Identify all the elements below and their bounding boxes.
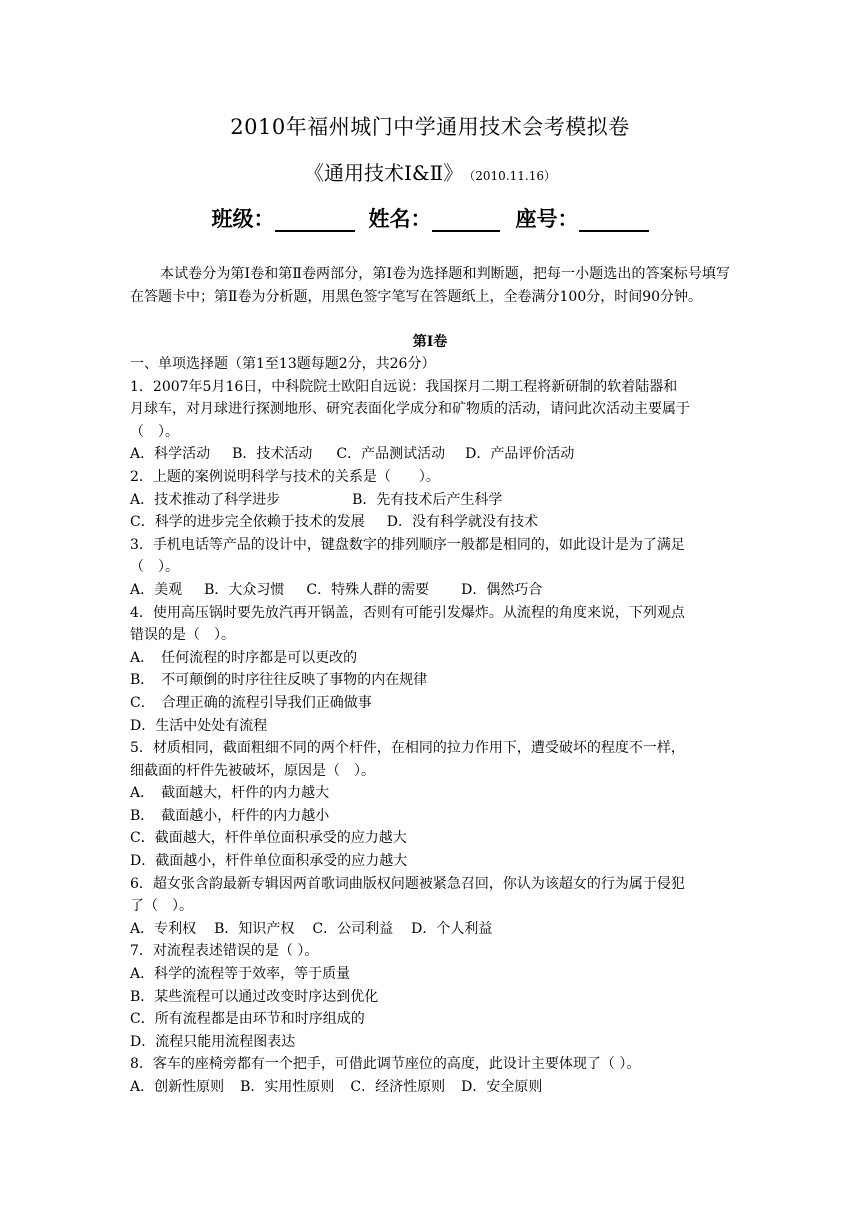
q2-option-c: C．科学的进步完全依赖于技术的发展 bbox=[130, 514, 365, 531]
q2-options-row2 bbox=[130, 511, 740, 534]
q3-option-b: B．大众习惯 bbox=[204, 581, 285, 598]
q3-option-d: D．偶然巧合 bbox=[461, 581, 543, 598]
questions-body bbox=[130, 353, 740, 1099]
q1-options bbox=[130, 443, 740, 466]
q7-option-d: D．流程只能用流程图表达 bbox=[130, 1033, 296, 1050]
section-title: 第Ⅰ卷 bbox=[412, 334, 448, 350]
student-info-row bbox=[0, 202, 860, 236]
q4-option-d: D．生活中处处有流程 bbox=[130, 717, 268, 734]
q4-option-c: C． 合理正确的流程引导我们正确做事 bbox=[130, 694, 372, 711]
exam-date: （2010.11.16） bbox=[469, 169, 556, 183]
q5-option-b: B． 截面越小，杆件的内力越小 bbox=[130, 807, 330, 824]
q5-stem-line2: 细截面的杆件先被破坏，原因是（ ）。 bbox=[130, 762, 375, 779]
exam-subtitle bbox=[0, 156, 860, 193]
q2-stem: 2．上题的案例说明科学与技术的关系是（ ）。 bbox=[130, 468, 440, 485]
q3-options bbox=[130, 579, 740, 602]
q5-option-c: C．截面越大，杆件单位面积承受的应力越大 bbox=[130, 830, 407, 847]
q6-options bbox=[130, 918, 740, 941]
seat-label: 座号： bbox=[515, 207, 579, 231]
name-blank[interactable] bbox=[432, 204, 500, 232]
q5-option-d: D．截面越小，杆件单位面积承受的应力越大 bbox=[130, 853, 408, 870]
q8-option-d: D．安全原则 bbox=[461, 1079, 543, 1095]
q6-option-b: B．知识产权 bbox=[214, 920, 295, 937]
exam-instructions: 本试卷分为第Ⅰ卷和第Ⅱ卷两部分，第Ⅰ卷为选择题和判断题，把每一小题选出的答案标号填写在答题卡中；第Ⅱ卷为分析题，用黑色签字笔写在答题纸上，全卷满分100分，时间90分钟。 bbox=[130, 266, 730, 305]
q1-option-c: C．产品测试活动 bbox=[336, 446, 446, 463]
q4-stem-line1: 4．使用高压锅时要先放汽再开锅盖，否则有可能引发爆炸。从流程的角度来说，下列观点 bbox=[130, 604, 685, 621]
q6-option-a: A．专利权 bbox=[130, 920, 197, 937]
subject-name: 《通用技术Ⅰ&Ⅱ》 bbox=[303, 161, 464, 185]
q3-stem-line1: 3．手机电话等产品的设计中，键盘数字的排列顺序一般都是相同的，如此设计是为了满足 bbox=[130, 536, 685, 553]
q1-stem-line3: （ ）。 bbox=[130, 423, 179, 440]
q2-option-a: A．技术推动了科学进步 bbox=[130, 491, 281, 508]
seat-blank[interactable] bbox=[579, 204, 649, 232]
class-blank[interactable] bbox=[275, 204, 355, 232]
q1-option-d: D．产品评价活动 bbox=[465, 446, 575, 463]
q7-option-c: C．所有流程都是由环节和时序组成的 bbox=[130, 1011, 365, 1028]
q2-options-row1 bbox=[130, 489, 740, 512]
q5-stem-line1: 5．材质相同，截面粗细不同的两个杆件，在相同的拉力作用下，遭受破坏的程度不一样， bbox=[130, 740, 685, 757]
q6-stem-line1: 6．超女张含韵最新专辑因两首歌词曲版权问题被紧急召回，你认为该超女的行为属于侵犯 bbox=[130, 875, 685, 892]
part-title: 一、单项选择题（第1至13题每题2分，共26分） bbox=[130, 356, 436, 372]
q5-option-a: A． 截面越大，杆件的内力越大 bbox=[130, 785, 330, 802]
q7-option-a: A．科学的流程等于效率，等于质量 bbox=[130, 966, 351, 983]
q8-option-a: A．创新性原则 bbox=[130, 1079, 225, 1095]
q4-option-a: A． 任何流程的时序都是可以更改的 bbox=[130, 649, 358, 666]
q2-option-b: B．先有技术后产生科学 bbox=[352, 491, 503, 508]
q3-option-a: A．美观 bbox=[130, 581, 183, 598]
class-label: 班级： bbox=[211, 207, 275, 231]
q6-stem-line2: 了（ ）。 bbox=[130, 898, 193, 915]
q8-options bbox=[130, 1076, 740, 1099]
q1-option-a: A．科学活动 bbox=[130, 446, 211, 463]
q1-option-b: B．技术活动 bbox=[232, 446, 313, 463]
q3-option-c: C．特殊人群的需要 bbox=[306, 581, 430, 598]
q1-stem-line2: 月球车，对月球进行探测地形、研究表面化学成分和矿物质的活动，请问此次活动主要属于 bbox=[130, 401, 690, 418]
exam-title: 2010年福州城门中学通用技术会考模拟卷 bbox=[230, 115, 630, 139]
name-label: 姓名： bbox=[368, 207, 432, 231]
q8-option-b: B．实用性原则 bbox=[240, 1079, 335, 1095]
q8-option-c: C．经济性原则 bbox=[350, 1079, 446, 1095]
q7-option-b: B．某些流程可以通过改变时序达到优化 bbox=[130, 988, 379, 1005]
q6-option-d: D．个人利益 bbox=[411, 920, 493, 937]
q2-option-d: D．没有科学就没有技术 bbox=[386, 514, 538, 531]
q1-stem-line1: 1．2007年5月16日，中科院院士欧阳自远说：我国探月二期工程将新研制的软着陆器和 bbox=[130, 378, 678, 395]
q7-stem: 7．对流程表述错误的是（ ）。 bbox=[130, 943, 319, 960]
q6-option-c: C．公司利益 bbox=[312, 920, 394, 937]
q4-stem-line2: 错误的是（ ）。 bbox=[130, 627, 235, 644]
q4-option-b: B． 不可颠倒的时序往往反映了事物的内在规律 bbox=[130, 672, 428, 689]
q8-stem: 8．客车的座椅旁都有一个把手，可借此调节座位的高度，此设计主要体现了（ ）。 bbox=[130, 1056, 641, 1073]
q3-stem-line2: （ ）。 bbox=[130, 559, 179, 576]
